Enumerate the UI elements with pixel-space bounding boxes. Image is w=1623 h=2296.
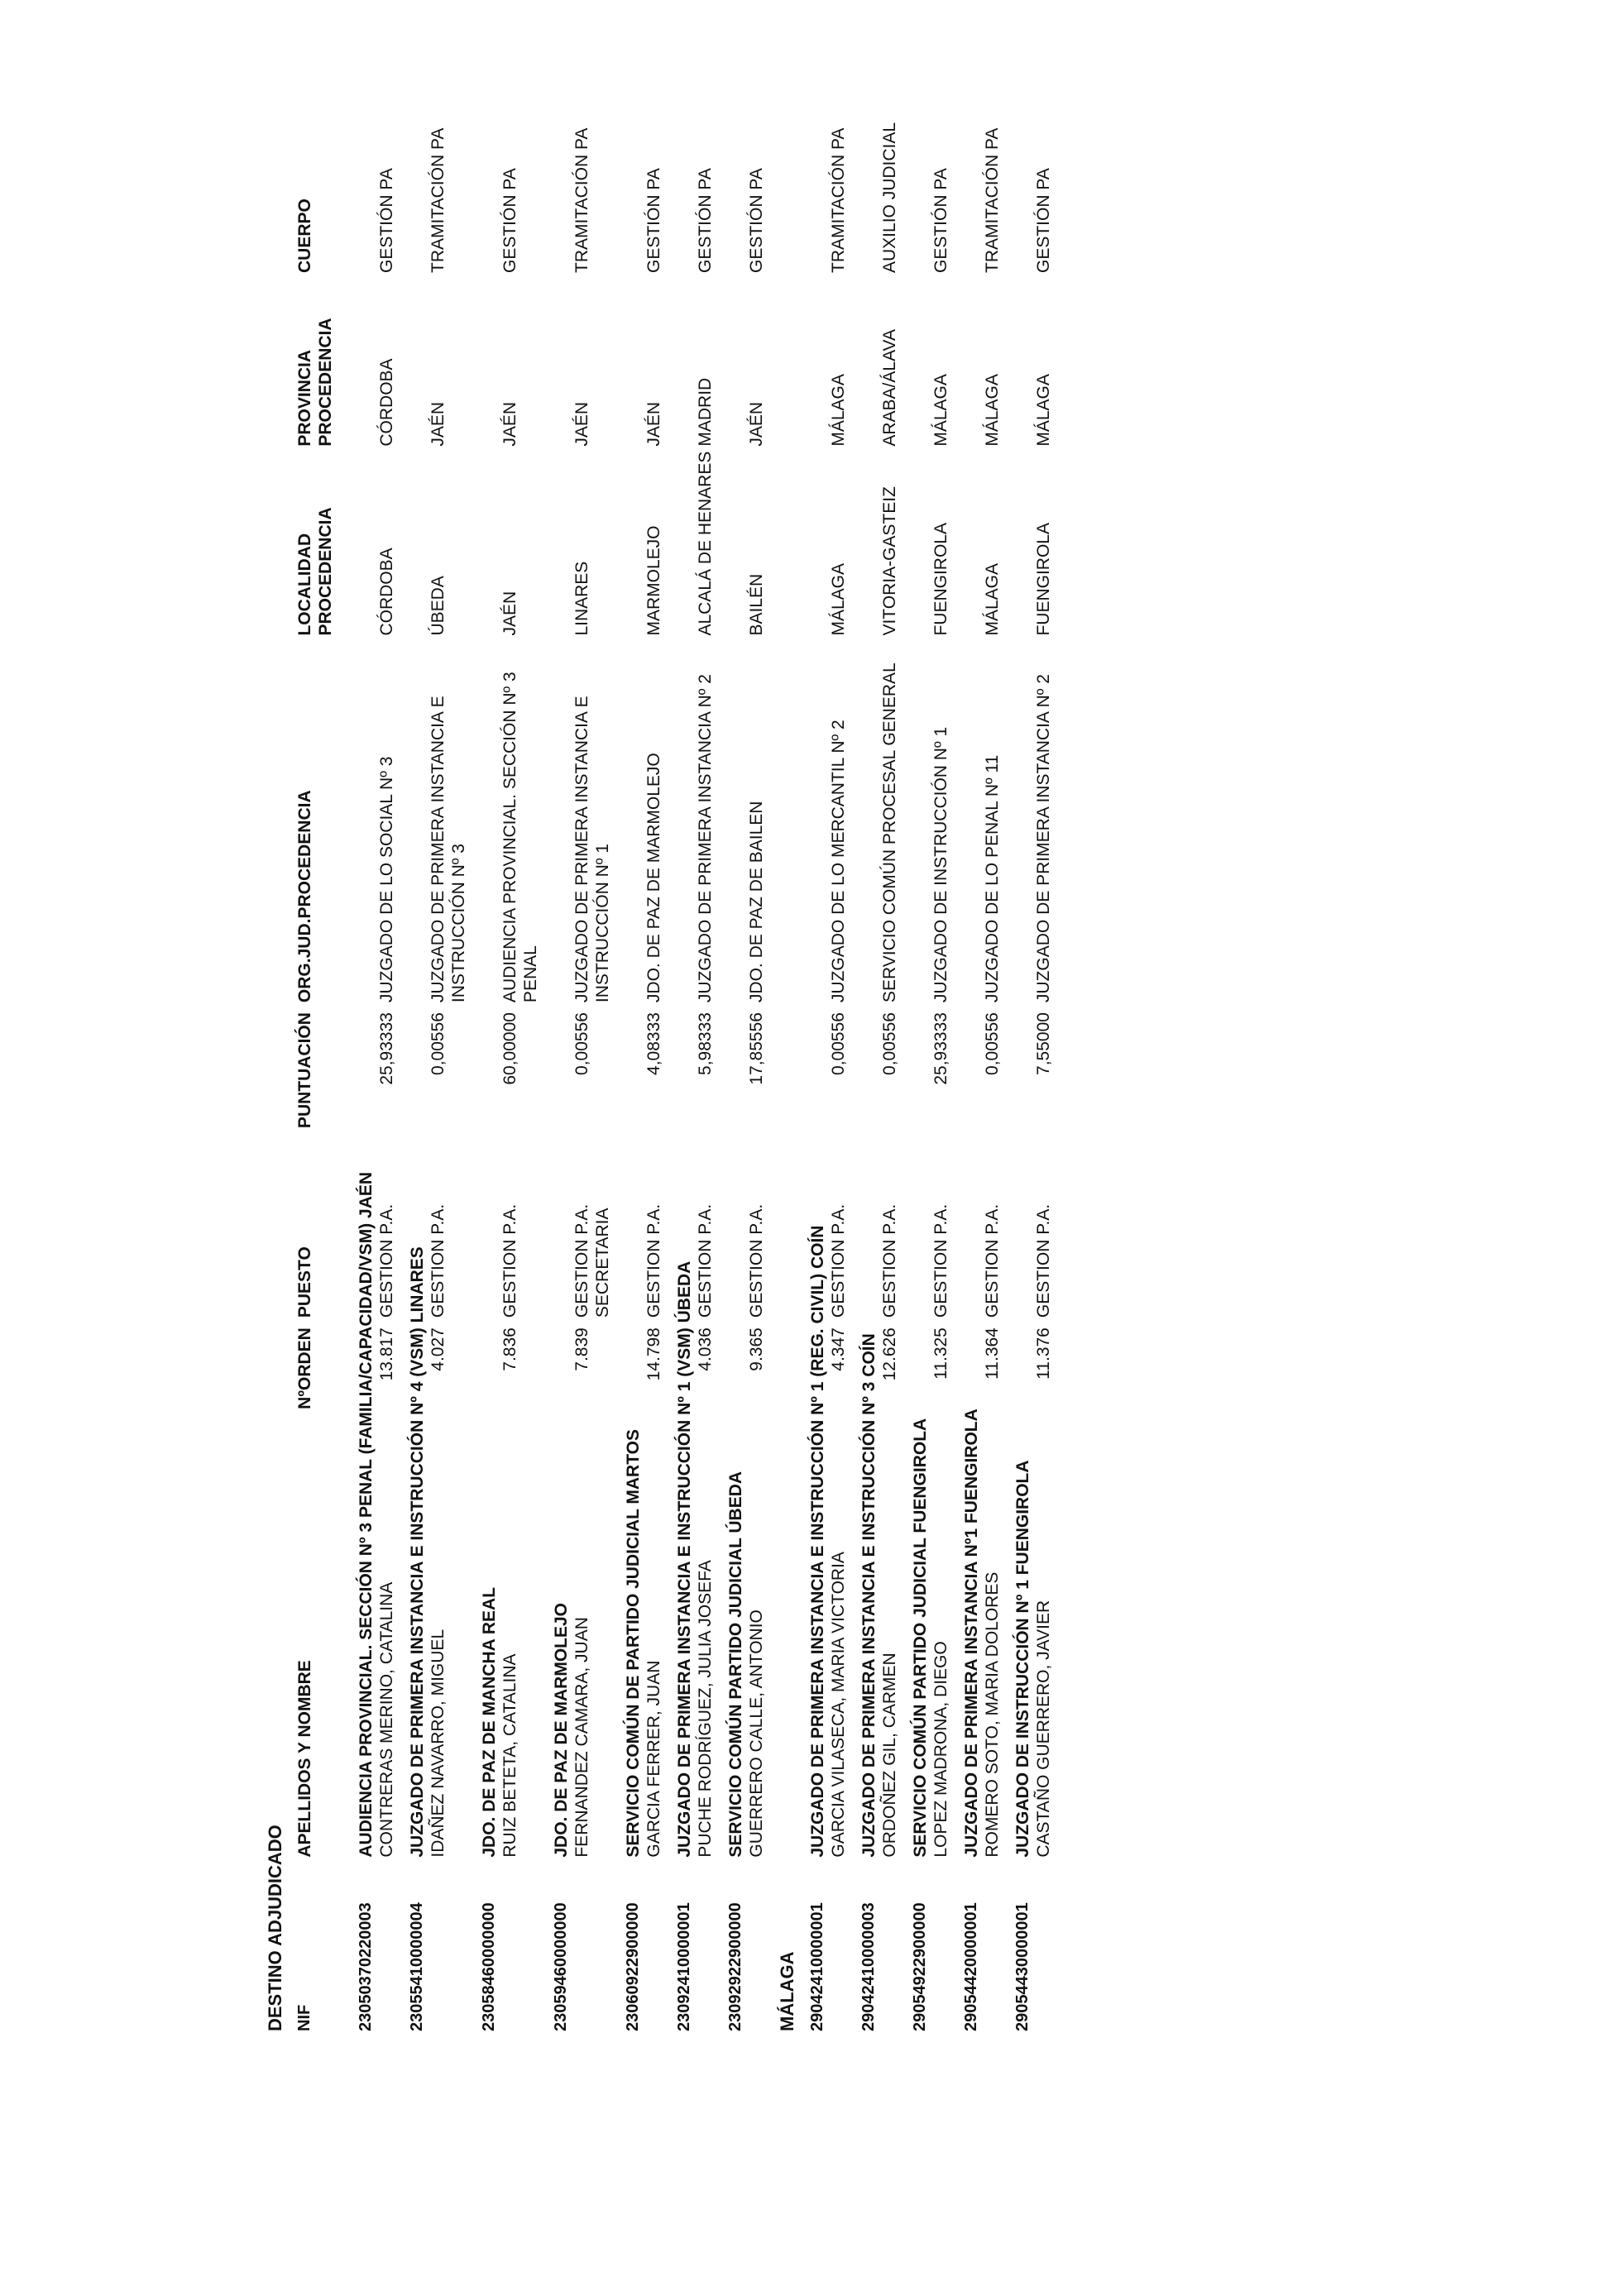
destination-row: [797, 112, 828, 2031]
org-cell: JUZGADO DE PRIMERA INSTANCIA E INSTRUCCIÓN Nº 3: [428, 696, 468, 1003]
localidad-cell: FUENGIROLA: [931, 523, 950, 636]
provincia-cell: CÓRDOBA: [377, 358, 396, 447]
nif-cell: [644, 1858, 664, 2031]
orden-cell: 11.376: [1034, 1327, 1053, 1380]
cuerpo-cell: GESTIÓN PA: [377, 168, 396, 273]
col-orden: NºORDEN: [295, 1327, 314, 1409]
puesto-cell: GESTION P.A.: [1034, 1203, 1053, 1318]
puesto-cell: GESTION P.A.: [880, 1203, 899, 1318]
table-row: [695, 112, 716, 2031]
col-apellidos-nombre: APELLIDOS Y NOMBRE: [295, 1660, 314, 1858]
cuerpo-cell: TRAMITACIÓN PA: [983, 127, 1002, 273]
rotated-page: [265, 112, 1464, 2031]
destination-title: SERVICIO COMÚN PARTIDO JUDICIAL ÚBEDA: [726, 1471, 745, 1858]
table-row: [879, 112, 900, 2031]
col-org-procedencia: ORG.JUD.PROCEDENCIA: [295, 790, 314, 1003]
puntuacion-cell: 0,00556: [983, 1012, 1002, 1075]
localidad-cell: MÁLAGA: [983, 563, 1002, 636]
table-header-row: [290, 112, 346, 2031]
provincia-cell: JAÉN: [747, 401, 766, 447]
localidad-cell: VITORIA-GASTEIZ: [880, 486, 899, 636]
adjudication-table: [290, 112, 1054, 2031]
cuerpo-cell: TRAMITACIÓN PA: [428, 127, 448, 273]
org-cell: JUZGADO DE LO MERCANTIL Nº 2: [829, 720, 848, 1003]
destination-code: 23055410000004: [408, 1902, 426, 2031]
name-cell: PUCHE RODRÍGUEZ, JULIA JOSEFA: [696, 1560, 715, 1858]
puesto-cell: GESTION P.A.: [377, 1203, 396, 1318]
provincia-cell: MÁLAGA: [829, 374, 848, 447]
destination-code: 29042410000003: [859, 1902, 878, 2031]
destination-title: JDO. DE PAZ DE MARMOLEJO: [552, 1603, 571, 1858]
localidad-cell: CÓRDOBA: [377, 548, 396, 636]
destino-adjudicado-heading: DESTINO ADJUDICADO: [265, 1825, 285, 2031]
provincia-cell: JAÉN: [428, 401, 448, 447]
col-puesto: PUESTO: [295, 1246, 314, 1318]
orden-cell: 4.027: [428, 1327, 448, 1371]
destination-code: 23050370220003: [357, 1902, 375, 2031]
destination-code: 23092410000001: [675, 1902, 693, 2031]
table-row: [572, 112, 613, 2031]
orden-cell: 4.036: [696, 1327, 715, 1371]
destination-code: 23060922900000: [624, 1902, 642, 2031]
puesto-cell: GESTION P.A.: [829, 1203, 848, 1318]
col-cuerpo: CUERPO: [295, 199, 314, 273]
destination-title: JUZGADO DE INSTRUCCIÓN Nº 1 FUENGIROLA: [1013, 1460, 1032, 1858]
puntuacion-cell: 0,00556: [829, 1012, 848, 1075]
name-cell: GUERRERO CALLE, ANTONIO: [747, 1610, 766, 1858]
table-row: [1033, 112, 1054, 2031]
orden-cell: 7.839: [572, 1327, 591, 1371]
table-row: [500, 112, 541, 2031]
org-cell: JDO. DE PAZ DE MARMOLEJO: [644, 753, 663, 1003]
destination-row: [716, 112, 746, 2031]
orden-cell: 11.325: [931, 1327, 950, 1380]
cuerpo-cell: GESTIÓN PA: [747, 168, 766, 273]
puntuacion-cell: 4,08333: [644, 1012, 663, 1075]
name-cell: CONTRERAS MERINO, CATALINA: [377, 1581, 396, 1858]
destination-title: JUZGADO DE PRIMERA INSTANCIA E INSTRUCCIÓN Nº 4 (VSM) LINARES: [408, 1246, 427, 1858]
puesto-cell: GESTION P.A.: [696, 1203, 715, 1318]
org-cell: JUZGADO DE PRIMERA INSTANCIA Nº 2: [1034, 674, 1053, 1003]
puesto-cell: GESTION P.A.: [500, 1203, 519, 1318]
destination-title: JUZGADO DE PRIMERA INSTANCIA E INSTRUCCIÓN Nº 1 (REG. CIVIL) COÍN: [808, 1225, 827, 1858]
org-cell: AUDIENCIA PROVINCIAL. SECCIÓN Nº 3 PENAL: [500, 672, 540, 1003]
cuerpo-cell: GESTIÓN PA: [696, 168, 715, 273]
localidad-cell: MÁLAGA: [829, 563, 848, 636]
orden-cell: 9.365: [747, 1327, 766, 1371]
col-localidad: LOCALIDAD PROCEDENCIA: [295, 507, 335, 636]
nif-cell: [1033, 1858, 1054, 2031]
table-row: [931, 112, 951, 2031]
table-body: [346, 112, 1054, 2031]
puntuacion-cell: 5,98333: [696, 1012, 715, 1075]
destination-row: [664, 112, 695, 2031]
puesto-cell: GESTION P.A.: [644, 1203, 663, 1318]
name-cell: LOPEZ MADRONA, DIEGO: [931, 1641, 950, 1858]
province-title: MÁLAGA: [777, 1951, 797, 2031]
puntuacion-cell: 0,00556: [572, 1012, 591, 1075]
cuerpo-cell: GESTIÓN PA: [931, 168, 950, 273]
localidad-cell: JAÉN: [500, 591, 519, 636]
nif-cell: [500, 1858, 541, 2031]
table-row: [982, 112, 1003, 2031]
name-cell: CASTAÑO GUERRERO, JAVIER: [1034, 1600, 1053, 1858]
org-cell: JUZGADO DE PRIMERA INSTANCIA E INSTRUCCIÓN Nº 1: [572, 696, 612, 1003]
col-provincia: PROVINCIA PROCEDENCIA: [295, 318, 335, 447]
cuerpo-cell: GESTIÓN PA: [1034, 168, 1053, 273]
cuerpo-cell: GESTIÓN PA: [500, 168, 519, 273]
puesto-cell: GESTION P.A.: [983, 1203, 1002, 1318]
cuerpo-cell: AUXILIO JUDICIAL: [880, 122, 899, 273]
destination-row: [541, 112, 572, 2031]
org-cell: JUZGADO DE INSTRUCCIÓN Nº 1: [931, 726, 950, 1003]
puesto-cell: GESTION P.A.: [931, 1203, 950, 1318]
localidad-cell: LINARES: [572, 561, 591, 636]
destination-title: JUZGADO DE PRIMERA INSTANCIA E INSTRUCCIÓN Nº 3 COÍN: [859, 1333, 879, 1858]
destination-row: [1003, 112, 1033, 2031]
destination-title: JUZGADO DE PRIMERA INSTANCIA E INSTRUCCIÓN Nº 1 (VSM) ÚBEDA: [675, 1260, 694, 1858]
destination-title: AUDIENCIA PROVINCIAL. SECCIÓN Nº 3 PENAL (FAMILIA/CAPACIDAD/VSM) JAÉN: [357, 1171, 376, 1858]
puntuacion-cell: 25,93333: [931, 1012, 950, 1085]
name-cell: ORDOÑEZ GIL, CARMEN: [880, 1653, 899, 1858]
cuerpo-cell: GESTIÓN PA: [644, 168, 663, 273]
destination-row: [613, 112, 644, 2031]
localidad-cell: ÚBEDA: [428, 576, 448, 636]
destination-code: 29054430000001: [1013, 1902, 1032, 2031]
destination-row: [900, 112, 931, 2031]
puesto-cell: GESTION P.A.: [747, 1203, 766, 1318]
name-cell: ROMERO SOTO, MARIA DOLORES: [983, 1571, 1002, 1858]
province-row: [767, 112, 797, 2031]
orden-cell: 11.364: [983, 1327, 1002, 1380]
col-nif: NIF: [295, 2004, 314, 2031]
destination-code: 23059460000000: [552, 1902, 570, 2031]
puesto-cell: GESTION P.A.: [428, 1203, 448, 1318]
nif-cell: [428, 1858, 469, 2031]
name-cell: FERNANDEZ CAMARA, JUAN: [572, 1617, 591, 1858]
provincia-cell: ARABA/ÁLAVA: [880, 329, 899, 447]
org-cell: SERVICIO COMÚN PROCESAL GENERAL: [880, 662, 899, 1003]
orden-cell: 14.798: [644, 1327, 663, 1381]
localidad-cell: FUENGIROLA: [1034, 523, 1053, 636]
puesto-cell: GESTION P.A. SECRETARIA: [572, 1203, 612, 1318]
nif-cell: [376, 1858, 397, 2031]
nif-cell: [931, 1858, 951, 2031]
orden-cell: 7.836: [500, 1327, 519, 1371]
org-cell: JUZGADO DE LO SOCIAL Nº 3: [377, 756, 396, 1003]
destination-row: [469, 112, 500, 2031]
name-cell: RUIZ BETETA, CATALINA: [500, 1653, 519, 1858]
puntuacion-cell: 7,55000: [1034, 1012, 1053, 1075]
orden-cell: 4.347: [829, 1327, 848, 1371]
nif-cell: [828, 1858, 849, 2031]
destination-code: 29054420000001: [962, 1902, 980, 2031]
destination-title: SERVICIO COMÚN DE PARTIDO JUDICIAL MARTOS: [624, 1428, 643, 1858]
puntuacion-cell: 0,00556: [880, 1012, 899, 1075]
destination-code: 23058460000000: [480, 1902, 498, 2031]
destination-code: 29054922900000: [911, 1902, 929, 2031]
localidad-cell: ALCALÁ DE HENARES: [696, 451, 715, 636]
destination-code: 29042410000001: [808, 1902, 826, 2031]
nif-cell: [572, 1858, 613, 2031]
nif-cell: [879, 1858, 900, 2031]
puntuacion-cell: 0,00556: [428, 1012, 448, 1075]
org-cell: JUZGADO DE PRIMERA INSTANCIA Nº 2: [696, 674, 715, 1003]
provincia-cell: MADRID: [696, 377, 715, 447]
puntuacion-cell: 25,93333: [377, 1012, 396, 1085]
destination-code: 23092922900000: [726, 1902, 744, 2031]
provincia-cell: MÁLAGA: [983, 374, 1002, 447]
table-row: [428, 112, 469, 2031]
destination-row: [346, 112, 376, 2031]
nif-cell: [695, 1858, 716, 2031]
provincia-cell: JAÉN: [500, 401, 519, 447]
cuerpo-cell: TRAMITACIÓN PA: [572, 127, 591, 273]
table-row: [644, 112, 664, 2031]
orden-cell: 12.626: [880, 1327, 899, 1381]
destination-title: JDO. DE PAZ DE MANCHA REAL: [480, 1586, 499, 1858]
name-cell: IDAÑEZ NAVARRO, MIGUEL: [428, 1629, 448, 1858]
provincia-cell: MÁLAGA: [1034, 374, 1053, 447]
destination-title: SERVICIO COMÚN PARTIDO JUDICIAL FUENGIROLA: [911, 1418, 930, 1858]
org-cell: JUZGADO DE LO PENAL Nº 11: [983, 754, 1002, 1003]
table-row: [746, 112, 767, 2031]
destination-row: [951, 112, 982, 2031]
orden-cell: 13.817: [377, 1327, 396, 1381]
nif-cell: [982, 1858, 1003, 2031]
cuerpo-cell: TRAMITACIÓN PA: [829, 127, 848, 273]
provincia-cell: MÁLAGA: [931, 374, 950, 447]
name-cell: GARCIA VILASECA, MARIA VICTORIA: [829, 1552, 848, 1858]
nif-cell: [746, 1858, 767, 2031]
destination-row: [849, 112, 879, 2031]
destination-row: [397, 112, 428, 2031]
table-row: [828, 112, 849, 2031]
org-cell: JDO. DE PAZ DE BAILEN: [747, 801, 766, 1003]
table-row: [376, 112, 397, 2031]
destination-title: JUZGADO DE PRIMERA INSTANCIA Nº1 FUENGIROLA: [962, 1409, 981, 1858]
puntuacion-cell: 17,85556: [747, 1012, 766, 1085]
provincia-cell: JAÉN: [644, 401, 663, 447]
localidad-cell: BAILÉN: [747, 573, 766, 636]
provincia-cell: JAÉN: [572, 401, 591, 447]
puntuacion-cell: 60,00000: [500, 1012, 519, 1085]
col-puntuacion: PUNTUACIÓN: [295, 1012, 314, 1129]
name-cell: GARCIA FERRER, JUAN: [644, 1660, 663, 1858]
localidad-cell: MARMOLEJO: [644, 525, 663, 636]
